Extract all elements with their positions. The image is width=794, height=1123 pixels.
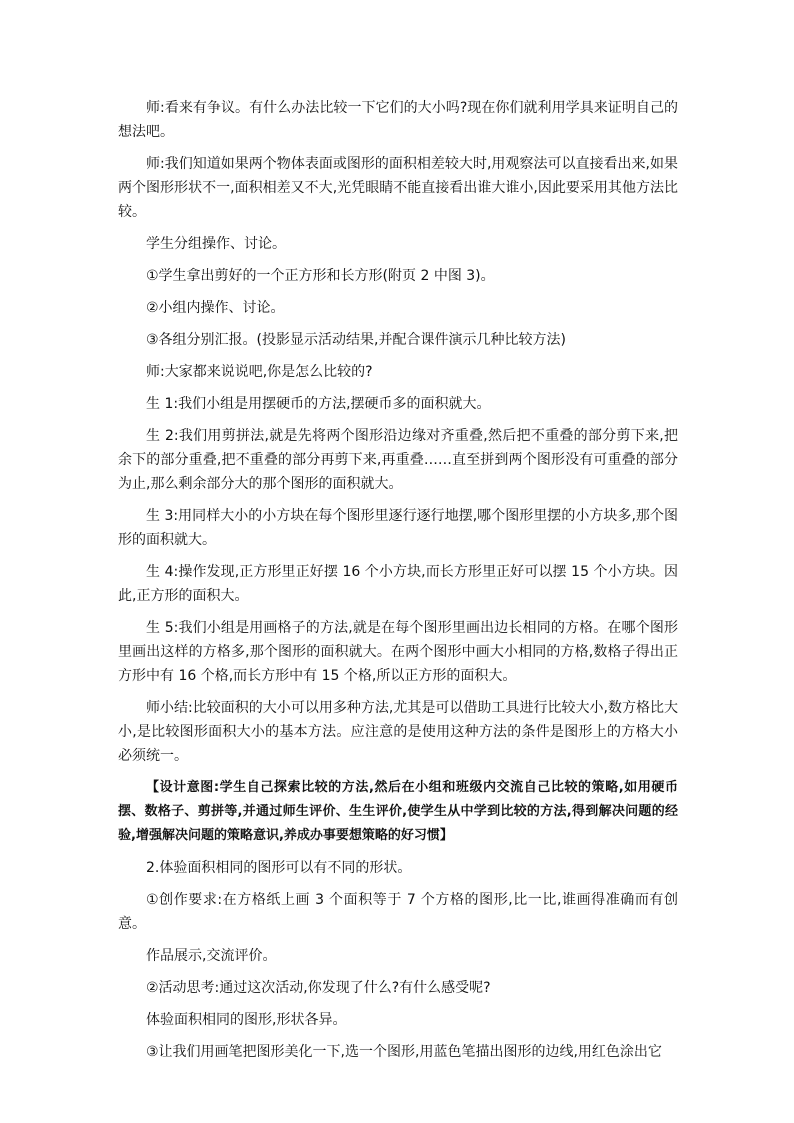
paragraph-step-1: ①学生拿出剪好的一个正方形和长方形(附页 2 中图 3)。 (146, 268, 495, 284)
paragraph-student-3: 生 3:用同样大小的小方块在每个图形里逐行逐行地摆,哪个图形里摆的小方块多,那个图形的面积就大。 (118, 508, 678, 548)
paragraph-design-intent: 【设计意图:学生自己探索比较的方法,然后在小组和班级内交流自己比较的策略,如用硬币摆、数格子、剪拼等,并通过师生评价、生生评价,使学生从中学到比较的方法,得到解决问题的经验,增强解决问题的策略意识,养成办事要想策略的好习惯】 (118, 780, 678, 843)
paragraph-step-2: ②小组内操作、讨论。 (146, 300, 285, 316)
paragraph-group-work: 学生分组操作、讨论。 (146, 236, 286, 252)
paragraph-student-1: 生 1:我们小组是用摆硬币的方法,摆硬币多的面积就大。 (146, 396, 491, 412)
paragraph-teacher-summary: 师小结:比较面积的大小可以用多种方法,尤其是可以借助工具进行比较大小,数方格比大小,是比较图形面积大小的基本方法。应注意的是使用这种方法的条件是图形上的方格大小必须统一。 (118, 700, 678, 764)
paragraph-section-2: 2.体验面积相同的图形可以有不同的形状。 (146, 860, 412, 876)
paragraph-teacher-question: 师:大家都来说说吧,你是怎么比较的? (146, 364, 373, 380)
paragraph-step-3: ③各组分别汇报。(投影显示活动结果,并配合课件演示几种比较方法) (146, 332, 566, 348)
paragraph-student-2: 生 2:我们用剪拼法,就是先将两个图形沿边缘对齐重叠,然后把不重叠的部分剪下来,把余下的部分重叠,把不重叠的部分再剪下来,再重叠……直至拼到两个图形没有可重叠的部分为止,那么剩余部分大的那个图形的面积就大。 (118, 428, 678, 492)
paragraph-beautify: ③让我们用画笔把图形美化一下,选一个图形,用蓝色笔描出图形的边线,用红色涂出它 (146, 1044, 662, 1060)
paragraph-student-4: 生 4:操作发现,正方形里正好摆 16 个小方块,而长方形里正好可以摆 15 个小方块。因此,正方形的面积大。 (118, 564, 678, 604)
paragraph-teacher-dispute: 师:看来有争议。有什么办法比较一下它们的大小吗?现在你们就利用学具来证明自己的想法吧。 (118, 100, 678, 140)
paragraph-student-5: 生 5:我们小组是用画格子的方法,就是在每个图形里画出边长相同的方格。在哪个图形里画出这样的方格多,那个图形的面积就大。在两个图形中画大小相同的方格,数格子得出正方形中有 16 个格,而长方形中有 15 个格,所以正方形的面积大。 (118, 620, 678, 684)
document-body (118, 96, 678, 1072)
paragraph-activity-reflection: ②活动思考:通过这次活动,你发现了什么?有什么感受呢? (146, 980, 491, 996)
paragraph-creation-task: ①创作要求:在方格纸上画 3 个面积等于 7 个方格的图形,比一比,谁画得准确而有创意。 (118, 892, 678, 932)
paragraph-teacher-observation: 师:我们知道如果两个物体表面或图形的面积相差较大时,用观察法可以直接看出来,如果两个图形形状不一,面积相差又不大,光凭眼睛不能直接看出谁大谁小,因此要采用其他方法比较。 (118, 156, 678, 220)
paragraph-experience: 体验面积相同的图形,形状各异。 (146, 1012, 347, 1028)
paragraph-showcase: 作品展示,交流评价。 (146, 948, 277, 964)
